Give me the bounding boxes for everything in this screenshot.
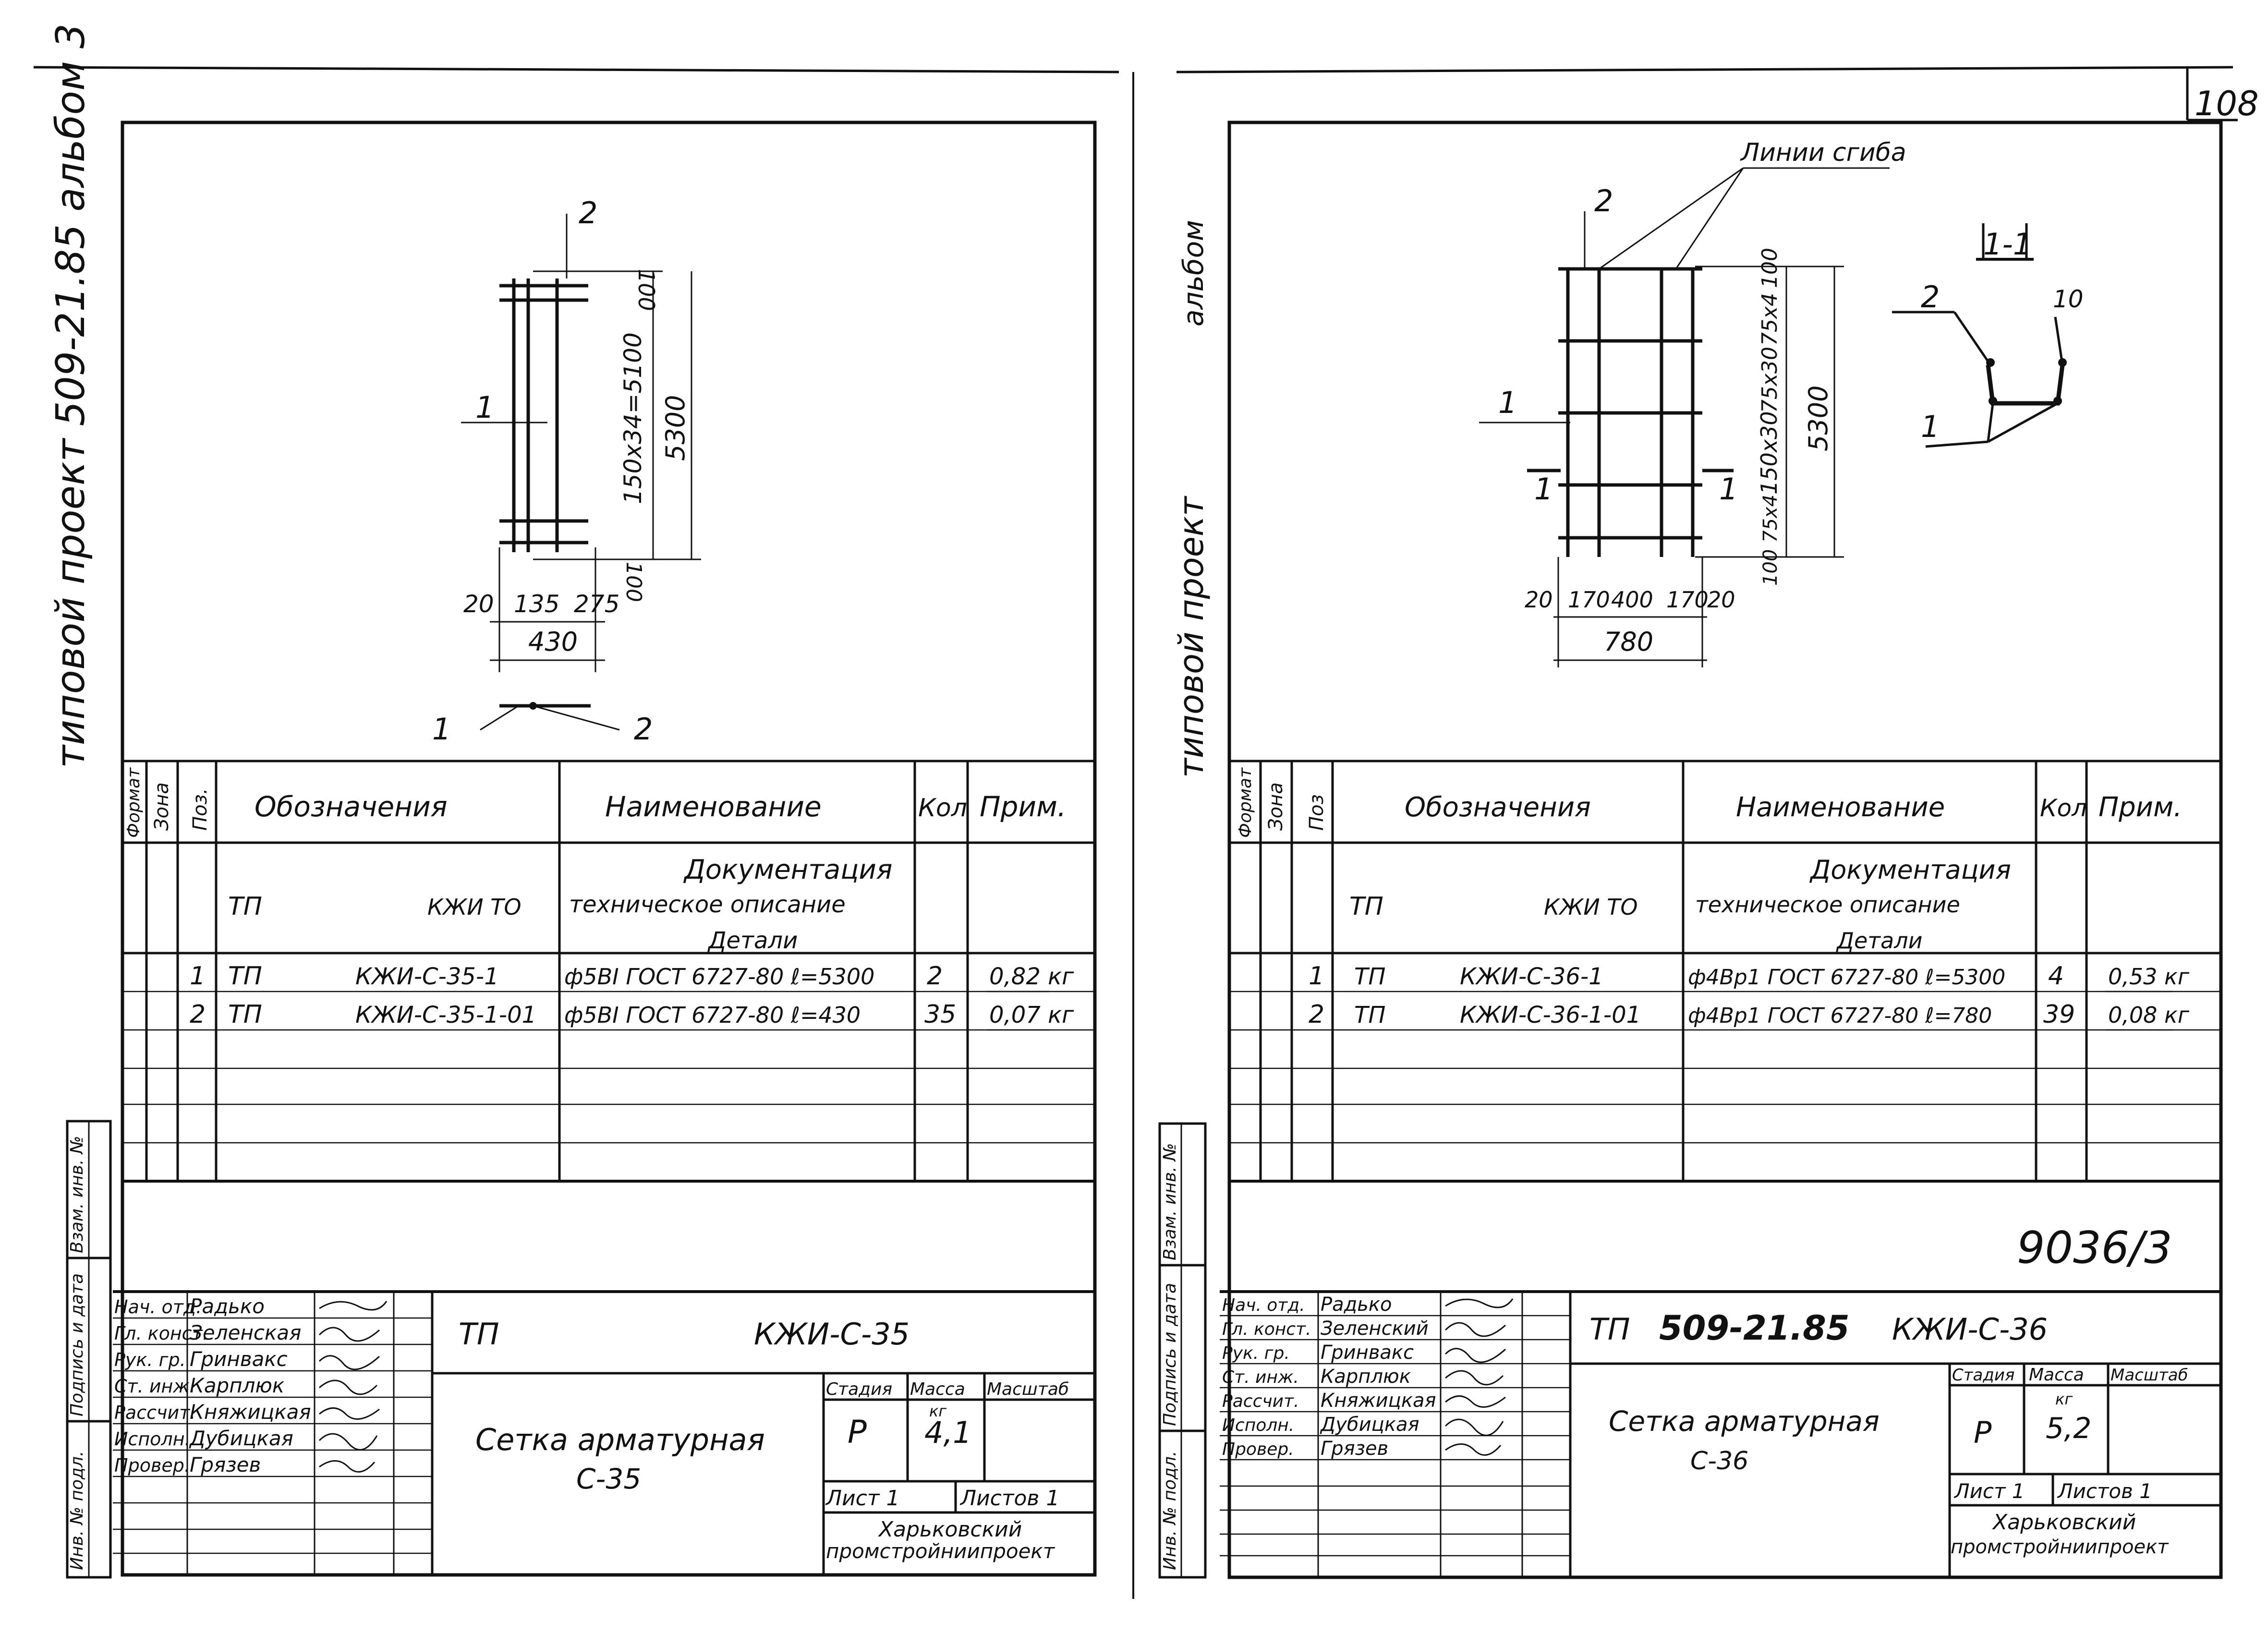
left-doc-name-3: Детали <box>708 927 798 954</box>
title-person: Радько <box>1321 1294 1392 1316</box>
left-section-dot <box>529 702 537 710</box>
left-mesh-drawing <box>499 278 588 552</box>
right-cut-right: 1 <box>1719 472 1738 507</box>
title-role: Исполн. <box>1222 1415 1295 1435</box>
right-dim-w2: 170 <box>1568 587 1610 613</box>
title-role: Ст. инж. <box>1222 1367 1299 1387</box>
right-album-code: 9036/3 <box>2017 1222 2172 1273</box>
right-col-qty: Кол <box>2040 794 2087 822</box>
right-cut-left: 1 <box>1534 472 1553 507</box>
right-doc-name-2: техническое описание <box>1695 892 1960 918</box>
right-section-title: 1-1 <box>1983 227 2032 262</box>
left-stage: Р <box>848 1414 867 1451</box>
left-stage-label: Стадия <box>826 1379 893 1399</box>
left-object-name-1: Сетка арматурная <box>475 1422 765 1457</box>
spec-row-name: ф4Вр1 ГОСТ 6727-80 ℓ=5300 <box>1688 965 2006 990</box>
title-role: Провер. <box>1222 1439 1294 1459</box>
left-code-prefix: ТП <box>459 1317 499 1352</box>
right-project: 509-21.85 <box>1659 1308 1850 1348</box>
spec-row-des-a: ТП <box>228 1000 262 1029</box>
left-stamp-sign: Подпись и дата <box>67 1273 87 1416</box>
left-col-zone: Зона <box>151 782 173 831</box>
left-dim-w1: 20 <box>463 590 494 618</box>
right-col-designation: Обозначения <box>1405 792 1591 823</box>
right-code: КЖИ-С-36 <box>1892 1312 2048 1347</box>
spec-row-pos: 1 <box>190 962 206 991</box>
left-dim-top: 100 <box>633 269 659 311</box>
left-section-pos1: 1 <box>432 712 451 747</box>
title-person: Княжицкая <box>1321 1390 1436 1412</box>
section-bar-dot <box>1986 358 1995 367</box>
left-doc-name-2: техническое описание <box>569 891 846 918</box>
spec-row-qty: 4 <box>2048 962 2064 991</box>
left-spec-row-2 <box>190 1000 1074 1029</box>
right-org-1: Харьковский <box>1993 1510 2136 1535</box>
title-person: Зеленская <box>190 1321 302 1344</box>
right-spec-row-2 <box>1309 1000 2190 1029</box>
right-stage: Р <box>1974 1415 1992 1450</box>
right-col-note: Прим. <box>2098 792 2183 823</box>
right-dim-bot-a: 75х4 <box>1759 494 1782 543</box>
left-col-pos: Поз. <box>189 788 211 831</box>
spec-row-des-a: ТП <box>1354 1002 1386 1028</box>
left-spec-row-1 <box>190 962 1074 991</box>
spec-row-note: 0,07 кг <box>989 1002 1074 1028</box>
right-dim-w4: 170 <box>1666 587 1709 613</box>
title-role: Рассчит. <box>1222 1391 1299 1411</box>
right-section-pos2: 2 <box>1921 279 1940 314</box>
title-role: Рассчит. <box>114 1402 196 1423</box>
spec-row-note: 0,82 кг <box>989 963 1074 990</box>
left-section-pos2: 2 <box>634 712 653 747</box>
title-person: Грязев <box>190 1453 261 1476</box>
title-role: Нач. отд. <box>114 1296 202 1318</box>
right-dim-bot-b: 100 <box>1759 549 1782 586</box>
left-code: КЖИ-С-35 <box>754 1317 910 1352</box>
spec-row-name: ф5ВI ГОСТ 6727-80 ℓ=430 <box>564 1002 861 1028</box>
left-doc-name-1: Документация <box>684 854 893 885</box>
right-section-1-1 <box>1892 223 2062 447</box>
right-dim-w3: 400 <box>1611 587 1653 613</box>
spec-row-des-b: КЖИ-С-35-1-01 <box>355 1002 537 1028</box>
right-dim-w1: 20 <box>1525 587 1553 613</box>
right-pos1-label: 1 <box>1498 385 1517 420</box>
title-person: Гринвакс <box>1321 1342 1414 1364</box>
right-col-name: Наименование <box>1736 792 1945 823</box>
right-dim-top-b: 75х4 <box>1758 292 1782 346</box>
right-stamp-inv: Инв. № подл. <box>1160 1451 1180 1570</box>
right-side-caption-bottom: типовой проект <box>1172 496 1211 778</box>
spec-row-note: 0,53 кг <box>2108 964 2189 990</box>
right-code-prefix: ТП <box>1589 1312 1630 1347</box>
title-role: Ст. инж. <box>114 1376 195 1397</box>
right-col-zone: Зона <box>1265 782 1287 831</box>
left-col-format: Формат <box>124 767 144 838</box>
right-object-name-2: С-36 <box>1690 1447 1749 1476</box>
right-scale-label: Масштаб <box>2110 1366 2188 1385</box>
right-sheet <box>1160 122 2221 1577</box>
right-dim-pitch-a: 75х30 <box>1758 346 1782 413</box>
title-role: Нач. отд. <box>1222 1295 1305 1315</box>
left-col-designation: Обозначения <box>255 790 448 823</box>
right-signatures <box>1445 1299 1513 1455</box>
right-doc-des-a: ТП <box>1349 892 1383 921</box>
right-sheet-no: Лист 1 <box>1954 1479 2025 1503</box>
page-frame <box>34 67 2238 1599</box>
left-dim-bottom: 100 <box>621 562 646 602</box>
left-mass-unit: кг <box>929 1402 947 1420</box>
left-org-2: промстройниипроект <box>826 1539 1055 1563</box>
left-sheet <box>48 24 1095 1577</box>
left-mass: 4,1 <box>924 1415 972 1450</box>
left-object-name-2: С-35 <box>576 1463 642 1495</box>
spec-row-qty: 39 <box>2043 1000 2075 1029</box>
title-person: Княжицкая <box>190 1400 311 1424</box>
right-section-dim: 10 <box>2053 285 2084 313</box>
left-dim-width: 430 <box>528 627 578 657</box>
right-stamp-replace: Взам. инв. № <box>1160 1143 1180 1260</box>
spec-row-pos: 1 <box>1309 962 1325 991</box>
title-role: Рук. гр. <box>1222 1343 1290 1363</box>
title-role: Гл. конст. <box>1222 1319 1311 1339</box>
right-mass-label: Масса <box>2029 1365 2084 1385</box>
right-doc-name-3: Детали <box>1837 928 1923 954</box>
left-signatures <box>319 1301 387 1472</box>
right-col-format: Формат <box>1236 767 1255 838</box>
left-scale-label: Масштаб <box>987 1379 1069 1399</box>
right-pos2-label: 2 <box>1594 183 1613 218</box>
right-dim-width: 780 <box>1604 627 1654 657</box>
left-title-roles <box>114 1294 311 1476</box>
left-col-name: Наименование <box>605 790 822 823</box>
right-side-caption-top: альбом <box>1177 220 1210 327</box>
right-doc-name-1: Документация <box>1810 855 2011 885</box>
right-object-name-1: Сетка арматурная <box>1609 1405 1880 1438</box>
title-person: Зеленский <box>1321 1318 1429 1340</box>
left-col-qty: Кол <box>918 794 967 822</box>
right-sheets-count: Листов 1 <box>2058 1479 2152 1503</box>
right-stage-label: Стадия <box>1952 1366 2015 1385</box>
spec-row-name: ф4Вр1 ГОСТ 6727-80 ℓ=780 <box>1688 1004 1992 1028</box>
spec-row-qty: 35 <box>924 1000 957 1029</box>
spec-row-pos: 2 <box>190 1000 206 1029</box>
left-dim-w3: 275 <box>574 590 620 618</box>
title-person: Карплюк <box>1321 1366 1411 1388</box>
spec-row-qty: 2 <box>927 962 943 991</box>
spec-row-pos: 2 <box>1309 1000 1325 1029</box>
left-side-caption: типовой проект 509-21.85 альбом 3 <box>48 23 94 768</box>
left-mass-label: Масса <box>910 1379 965 1399</box>
left-org-1: Харьковский <box>879 1517 1022 1542</box>
right-org-2: промстройниипроект <box>1951 1536 2169 1558</box>
right-section-pos1: 1 <box>1921 409 1940 444</box>
left-dimensions <box>461 214 701 730</box>
spec-row-des-a: ТП <box>228 962 262 991</box>
right-col-pos: Поз <box>1306 794 1328 831</box>
right-dim-pitch-b: 150х30 <box>1756 411 1782 495</box>
left-doc-des-b: КЖИ ТО <box>427 894 522 920</box>
title-person: Карплюк <box>190 1374 285 1397</box>
left-dim-w2: 135 <box>514 590 560 618</box>
left-pos2-label: 2 <box>579 195 598 230</box>
left-sheets-count: Листов 1 <box>960 1486 1060 1511</box>
left-pos1-label: 1 <box>475 390 495 425</box>
left-sheet-no: Лист 1 <box>826 1486 900 1511</box>
right-spec-row-1 <box>1309 962 2190 991</box>
right-title-roles <box>1222 1294 1436 1460</box>
right-mesh-drawing <box>1558 269 1702 557</box>
section-bar-dot <box>2058 358 2067 367</box>
right-doc-des-b: КЖИ ТО <box>1544 894 1638 920</box>
right-dim-top-a: 100 <box>1758 248 1782 288</box>
title-role: Провер. <box>114 1455 190 1476</box>
left-dim-pitch: 150х34=5100 <box>619 332 647 504</box>
spec-row-des-b: КЖИ-С-36-1 <box>1460 963 1603 990</box>
right-dim-total: 5300 <box>1803 385 1833 451</box>
right-bend-label: Линии сгиба <box>1741 138 1906 167</box>
title-person: Дубицкая <box>1321 1414 1419 1436</box>
title-role: Рук. гр. <box>114 1349 186 1370</box>
spec-row-des-b: КЖИ-С-36-1-01 <box>1460 1002 1641 1028</box>
title-person: Гринвакс <box>190 1347 288 1371</box>
section-bar-dot <box>2053 397 2062 405</box>
title-person: Грязев <box>1321 1438 1389 1460</box>
spec-row-note: 0,08 кг <box>2108 1002 2189 1028</box>
spec-row-des-b: КЖИ-С-35-1 <box>355 963 499 990</box>
title-person: Радько <box>190 1294 265 1318</box>
right-stamp-sign: Подпись и дата <box>1160 1282 1180 1426</box>
left-doc-des-a: ТП <box>228 892 262 921</box>
right-dim-w5: 20 <box>1707 587 1735 613</box>
page-number: 108 <box>2195 84 2259 123</box>
left-stamp-replace: Взам. инв. № <box>67 1136 87 1253</box>
left-stamp-inv: Инв. № подл. <box>67 1451 87 1570</box>
title-person: Дубицкая <box>190 1427 293 1450</box>
spec-row-name: ф5ВI ГОСТ 6727-80 ℓ=5300 <box>564 964 875 990</box>
title-role: Исполн. <box>114 1428 191 1450</box>
right-mass: 5,2 <box>2046 1412 2092 1445</box>
left-col-note: Прим. <box>980 790 1067 823</box>
left-dim-total: 5300 <box>660 395 691 461</box>
right-mass-unit: кг <box>2055 1390 2073 1408</box>
title-role: Гл. конст. <box>114 1323 208 1344</box>
section-bar-dot <box>1989 397 1997 405</box>
spec-row-des-a: ТП <box>1354 963 1386 990</box>
